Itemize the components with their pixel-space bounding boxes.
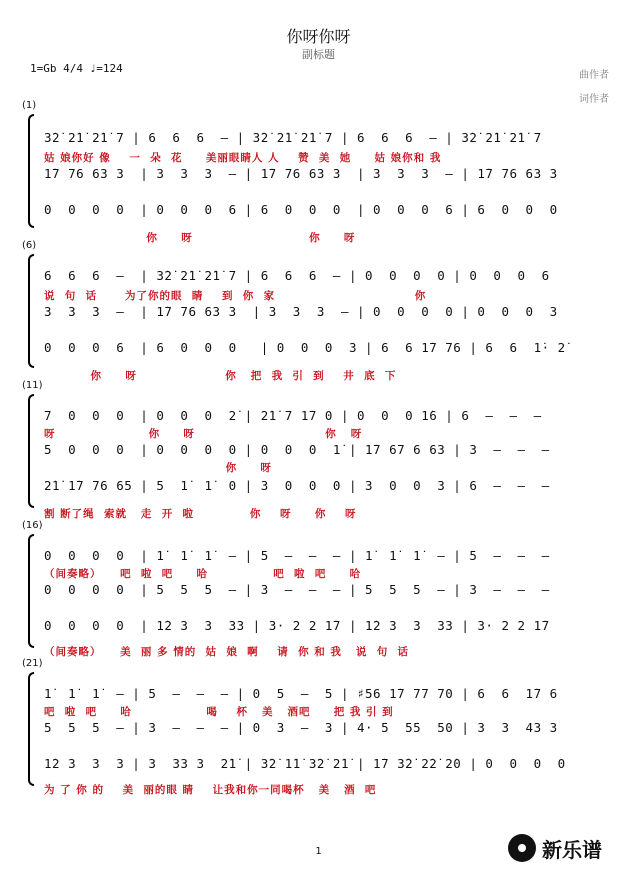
key-tempo: 1=Gb 4/4 ♩=124: [30, 62, 123, 75]
voice-1-lyrics: 说 句 话 为了你的眼 睛 到 你 家 你: [44, 290, 427, 302]
voice-1-notes: 1̇ 1̇ 1̇ – | 5 – – – | 0 5 – 5 | ♯56 1̇7 77 70 | 6 6 1̇7 6: [44, 686, 558, 701]
voice-1-notes: 6 6 6 – | 3̇2̇ 2̇1̇ 2̇1̇ 7 | 6 6 6 – | 0 0 0 0 | 0 0 0 6: [44, 268, 550, 283]
score-system-1: [0, 100, 637, 244]
voice-1-notes: 3̇2̇ 2̇1̇ 2̇1̇ 7 | 6 6 6 – | 3̇2̇ 2̇1̇ 2̇1̇ 7 | 6 6 6 – | 3̇2̇ 2̇1̇ 2̇1̇ 7: [44, 130, 542, 145]
voice-3-notes: 2̇1̇ 1̇7 76 65 | 5 1̇ 1̇ 0 | 3 0 0 0 | 3 0 0 3 | 6 – – –: [44, 478, 550, 493]
system-number: (16): [22, 520, 43, 531]
logo-text: 新乐谱: [542, 837, 602, 862]
voice-3-lyrics: 你 呀 你 呀: [44, 232, 356, 244]
voice-1-notes: 0 0 0 0 | 1̇ 1̇ 1̇ – | 5 – – – | 1̇ 1̇ 1̇ – | 5 – – –: [44, 548, 550, 563]
page-title: 你呀你呀: [286, 27, 351, 46]
staff-bracket: [28, 254, 34, 368]
system-number: (21): [22, 658, 43, 669]
voice-2-notes: 5 0 0 0 | 0 0 0 0 | 0 0 0 1̇ | 1̇7 67 6 63 | 3 – – –: [44, 442, 550, 457]
vinyl-disc-icon: [508, 834, 536, 862]
staff-bracket: [28, 114, 34, 228]
voice-3-notes: 0 0 0 0 | 0 0 0 6 | 6 0 0 0 | 0 0 0 6 | 6 0 0 0: [44, 202, 558, 217]
voice-2-notes: 3 3 3 – | 1̇7 76 63 3 | 3 3 3 – | 0 0 0 0 | 0 0 0 3: [44, 304, 558, 319]
voice-3-lyrics: 割 断了绳 索就 走 开 啦 你 呀 你 呀: [44, 508, 357, 520]
staff-bracket: [28, 672, 34, 786]
voice-3-lyrics: 为 了 你 的 美 丽的眼 睛 让我和你一同喝杯 美 酒 吧: [44, 784, 377, 796]
voice-3-notes: 0 0 0 0 | 1̇2 3 3 33 | 3· 2 2 1̇7 | 1̇2 3 3 33 | 3· 2 2 1̇7: [44, 618, 550, 633]
lyricist-credit: 词作者: [579, 94, 609, 105]
system-number: (6): [22, 240, 37, 251]
system-number: (11): [22, 380, 43, 391]
system-number: (1): [22, 100, 37, 111]
site-logo: [508, 830, 626, 866]
composer-credit: 曲作者: [579, 70, 609, 81]
voice-3-notes: 0 0 0 6 | 6 0 0 0 | 0 0 0 3 | 6 6 1̇7 76 | 6 6 1̇· 2̇: [44, 340, 566, 355]
voice-1-lyrics: （间奏略） 吧 啦 吧 哈 吧 啦 吧 哈: [44, 568, 362, 580]
page-subtitle: 副标题: [302, 48, 335, 61]
voice-1-notes: 7 0 0 0 | 0 0 0 2̇ | 2̇1̇ 7 1̇7 0 | 0 0 0 1̇6 | 6 – – –: [44, 408, 542, 423]
score-system-4: [0, 520, 637, 658]
voice-2-notes: 5 5 5 – | 3 – – – | 0 3 – 3 | 4· 5 55 50 | 3 3 43 3: [44, 720, 558, 735]
voice-2-notes: 0 0 0 0 | 5 5 5 – | 3 – – – | 5 5 5 – | 3 – – –: [44, 582, 550, 597]
voice-1-lyrics: 呀 你 呀 你 呀: [44, 428, 363, 440]
score-system-5: [0, 658, 637, 796]
staff-bracket: [28, 534, 34, 648]
voice-3-lyrics: （间奏略） 美 丽 多 情的 姑 娘 啊 请 你 和 我 说 句 话: [44, 646, 410, 658]
staff-bracket: [28, 394, 34, 508]
score-system-2: [0, 240, 637, 382]
voice-2-lyrics: 你 呀: [44, 462, 272, 474]
page-number: 1: [315, 846, 322, 857]
score-system-3: [0, 380, 637, 520]
voice-3-lyrics: 你 呀 你 把 我 引 到 井 底 下: [44, 370, 397, 382]
voice-2-notes: 1̇7 76 63 3 | 3 3 3 – | 1̇7 76 63 3 | 3 3 3 – | 1̇7 76 63 3: [44, 166, 558, 181]
voice-1-lyrics: 吧 啦 吧 哈 喝 杯 美 酒吧 把 我 引 到: [44, 706, 394, 718]
voice-3-notes: 1̇2 3 3 3 | 3 33 3 2̇1̇ | 3̇2̇ 1̇1̇ 3̇2̇ 2̇1̇ | 1̇7 3̇2̇ 2̇2̇ 2̇0 | 0 0 0 0: [44, 756, 566, 771]
voice-1-lyrics: 姑 娘你好 像 一 朵 花 美丽眼睛人 人 赞 美 她 姑 娘你和 我: [44, 152, 442, 164]
